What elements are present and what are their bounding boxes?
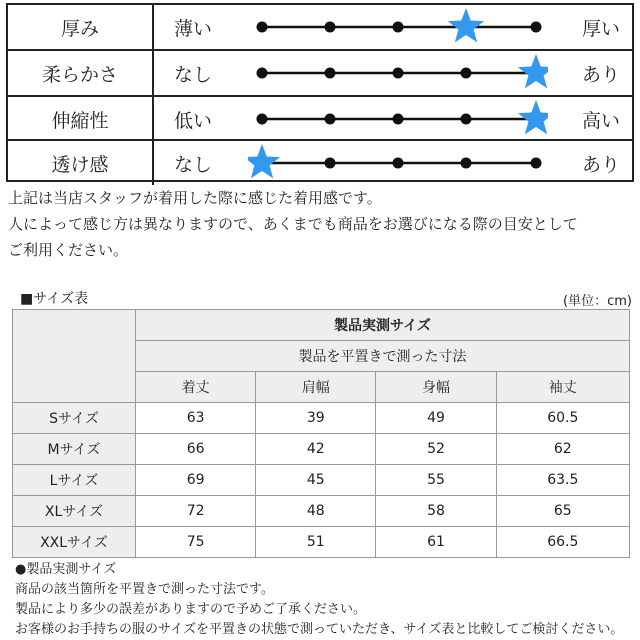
corner-cell [13, 310, 136, 403]
divider [152, 5, 154, 49]
size-label: XLサイズ [13, 496, 136, 527]
size-table [12, 309, 630, 558]
scale-dot [531, 158, 542, 169]
feel-label: 厚み [60, 17, 99, 40]
feel-label: 伸縮性 [51, 109, 109, 132]
column-header: 肩幅 [256, 372, 376, 403]
note-line: 人によって感じ方は異なりますので、あくまでも商品をお選びになる際の目安として [8, 215, 578, 233]
scale-dot [325, 114, 336, 125]
feel-row-thickness [8, 5, 632, 49]
scale-dot [393, 68, 404, 79]
table-cell: 65 [496, 496, 629, 527]
feel-row-stretch [8, 95, 632, 141]
scale-dot [325, 22, 336, 33]
table-row [13, 403, 630, 434]
table-cell: 61 [376, 527, 496, 558]
feel-left-label: なし [174, 153, 213, 176]
column-header: 袖丈 [496, 372, 629, 403]
star-icon [518, 54, 548, 88]
table-cell: 63.5 [496, 465, 629, 496]
scale-dot [257, 114, 268, 125]
divider [152, 51, 154, 95]
divider [152, 97, 154, 141]
size-label: Mサイズ [13, 434, 136, 465]
column-header: 身幅 [376, 372, 496, 403]
divider [152, 141, 154, 185]
feel-label: 柔らかさ [41, 63, 118, 86]
table-cell: 55 [376, 465, 496, 496]
table-cell: 48 [256, 496, 376, 527]
table-cell: 45 [256, 465, 376, 496]
table-row [13, 527, 630, 558]
footer-line: 商品の該当箇所を平置きで測った寸法です。 [15, 582, 274, 597]
table-cell: 39 [256, 403, 376, 434]
feel-right-label: 厚い [582, 17, 621, 40]
scale-dot [393, 114, 404, 125]
feel-label: 透け感 [51, 153, 109, 176]
feel-left-label: 薄い [174, 17, 213, 40]
table-row [13, 465, 630, 496]
table-cell: 66 [136, 434, 256, 465]
table-cell: 66.5 [496, 527, 629, 558]
star-icon [248, 144, 280, 178]
feel-left-label: 低い [174, 109, 213, 132]
feel-row-sheerness [8, 139, 632, 185]
feel-scale [248, 5, 548, 49]
header-method: 製品を平置きで測った寸法 [136, 341, 630, 372]
scale-dot [393, 158, 404, 169]
table-cell: 69 [136, 465, 256, 496]
footer-line: お客様のお手持ちの服のサイズを平置きの状態で測っていただき、サイズ表と比較してご検討ください。 [15, 622, 624, 637]
feel-row-softness [8, 49, 632, 95]
feel-scale [248, 97, 548, 141]
column-header: 着丈 [136, 372, 256, 403]
size-label: Sサイズ [13, 403, 136, 434]
star-icon [448, 8, 484, 42]
unit-label: (単位：cm) [563, 294, 632, 309]
feel-right-label: 高い [582, 109, 621, 132]
table-cell: 75 [136, 527, 256, 558]
table-cell: 72 [136, 496, 256, 527]
table-cell: 51 [256, 527, 376, 558]
feel-left-label: なし [174, 63, 213, 86]
scale-dot [461, 68, 472, 79]
feel-scale [248, 51, 548, 95]
table-cell: 58 [376, 496, 496, 527]
size-label: XXLサイズ [13, 527, 136, 558]
scale-dot [325, 68, 336, 79]
note-line: 上記は当店スタッフが着用した際に感じた着用感です。 [8, 189, 382, 207]
table-cell: 63 [136, 403, 256, 434]
note-line: ご利用ください。 [8, 241, 129, 259]
feel-right-label: あり [582, 153, 621, 176]
table-cell: 62 [496, 434, 629, 465]
scale-dot [325, 158, 336, 169]
size-label: Lサイズ [13, 465, 136, 496]
scale-dot [257, 22, 268, 33]
table-cell: 42 [256, 434, 376, 465]
scale-dot [531, 22, 542, 33]
table-cell: 52 [376, 434, 496, 465]
scale-dot [461, 114, 472, 125]
scale-dot [393, 22, 404, 33]
table-row [13, 434, 630, 465]
scale-dot [461, 158, 472, 169]
feel-right-label: あり [582, 63, 621, 86]
table-cell: 60.5 [496, 403, 629, 434]
scale-dot [257, 68, 268, 79]
table-cell: 49 [376, 403, 496, 434]
feel-scale [248, 141, 548, 185]
star-icon [518, 100, 548, 134]
feel-table [6, 3, 634, 182]
table-row [13, 496, 630, 527]
size-chart-title: ■サイズ表 [20, 291, 89, 307]
header-measured: 製品実測サイズ [136, 310, 630, 341]
footer-heading: ●製品実測サイズ [15, 562, 117, 577]
footer-line: 製品により多少の誤差がありますので予めご了承ください。 [15, 602, 367, 617]
